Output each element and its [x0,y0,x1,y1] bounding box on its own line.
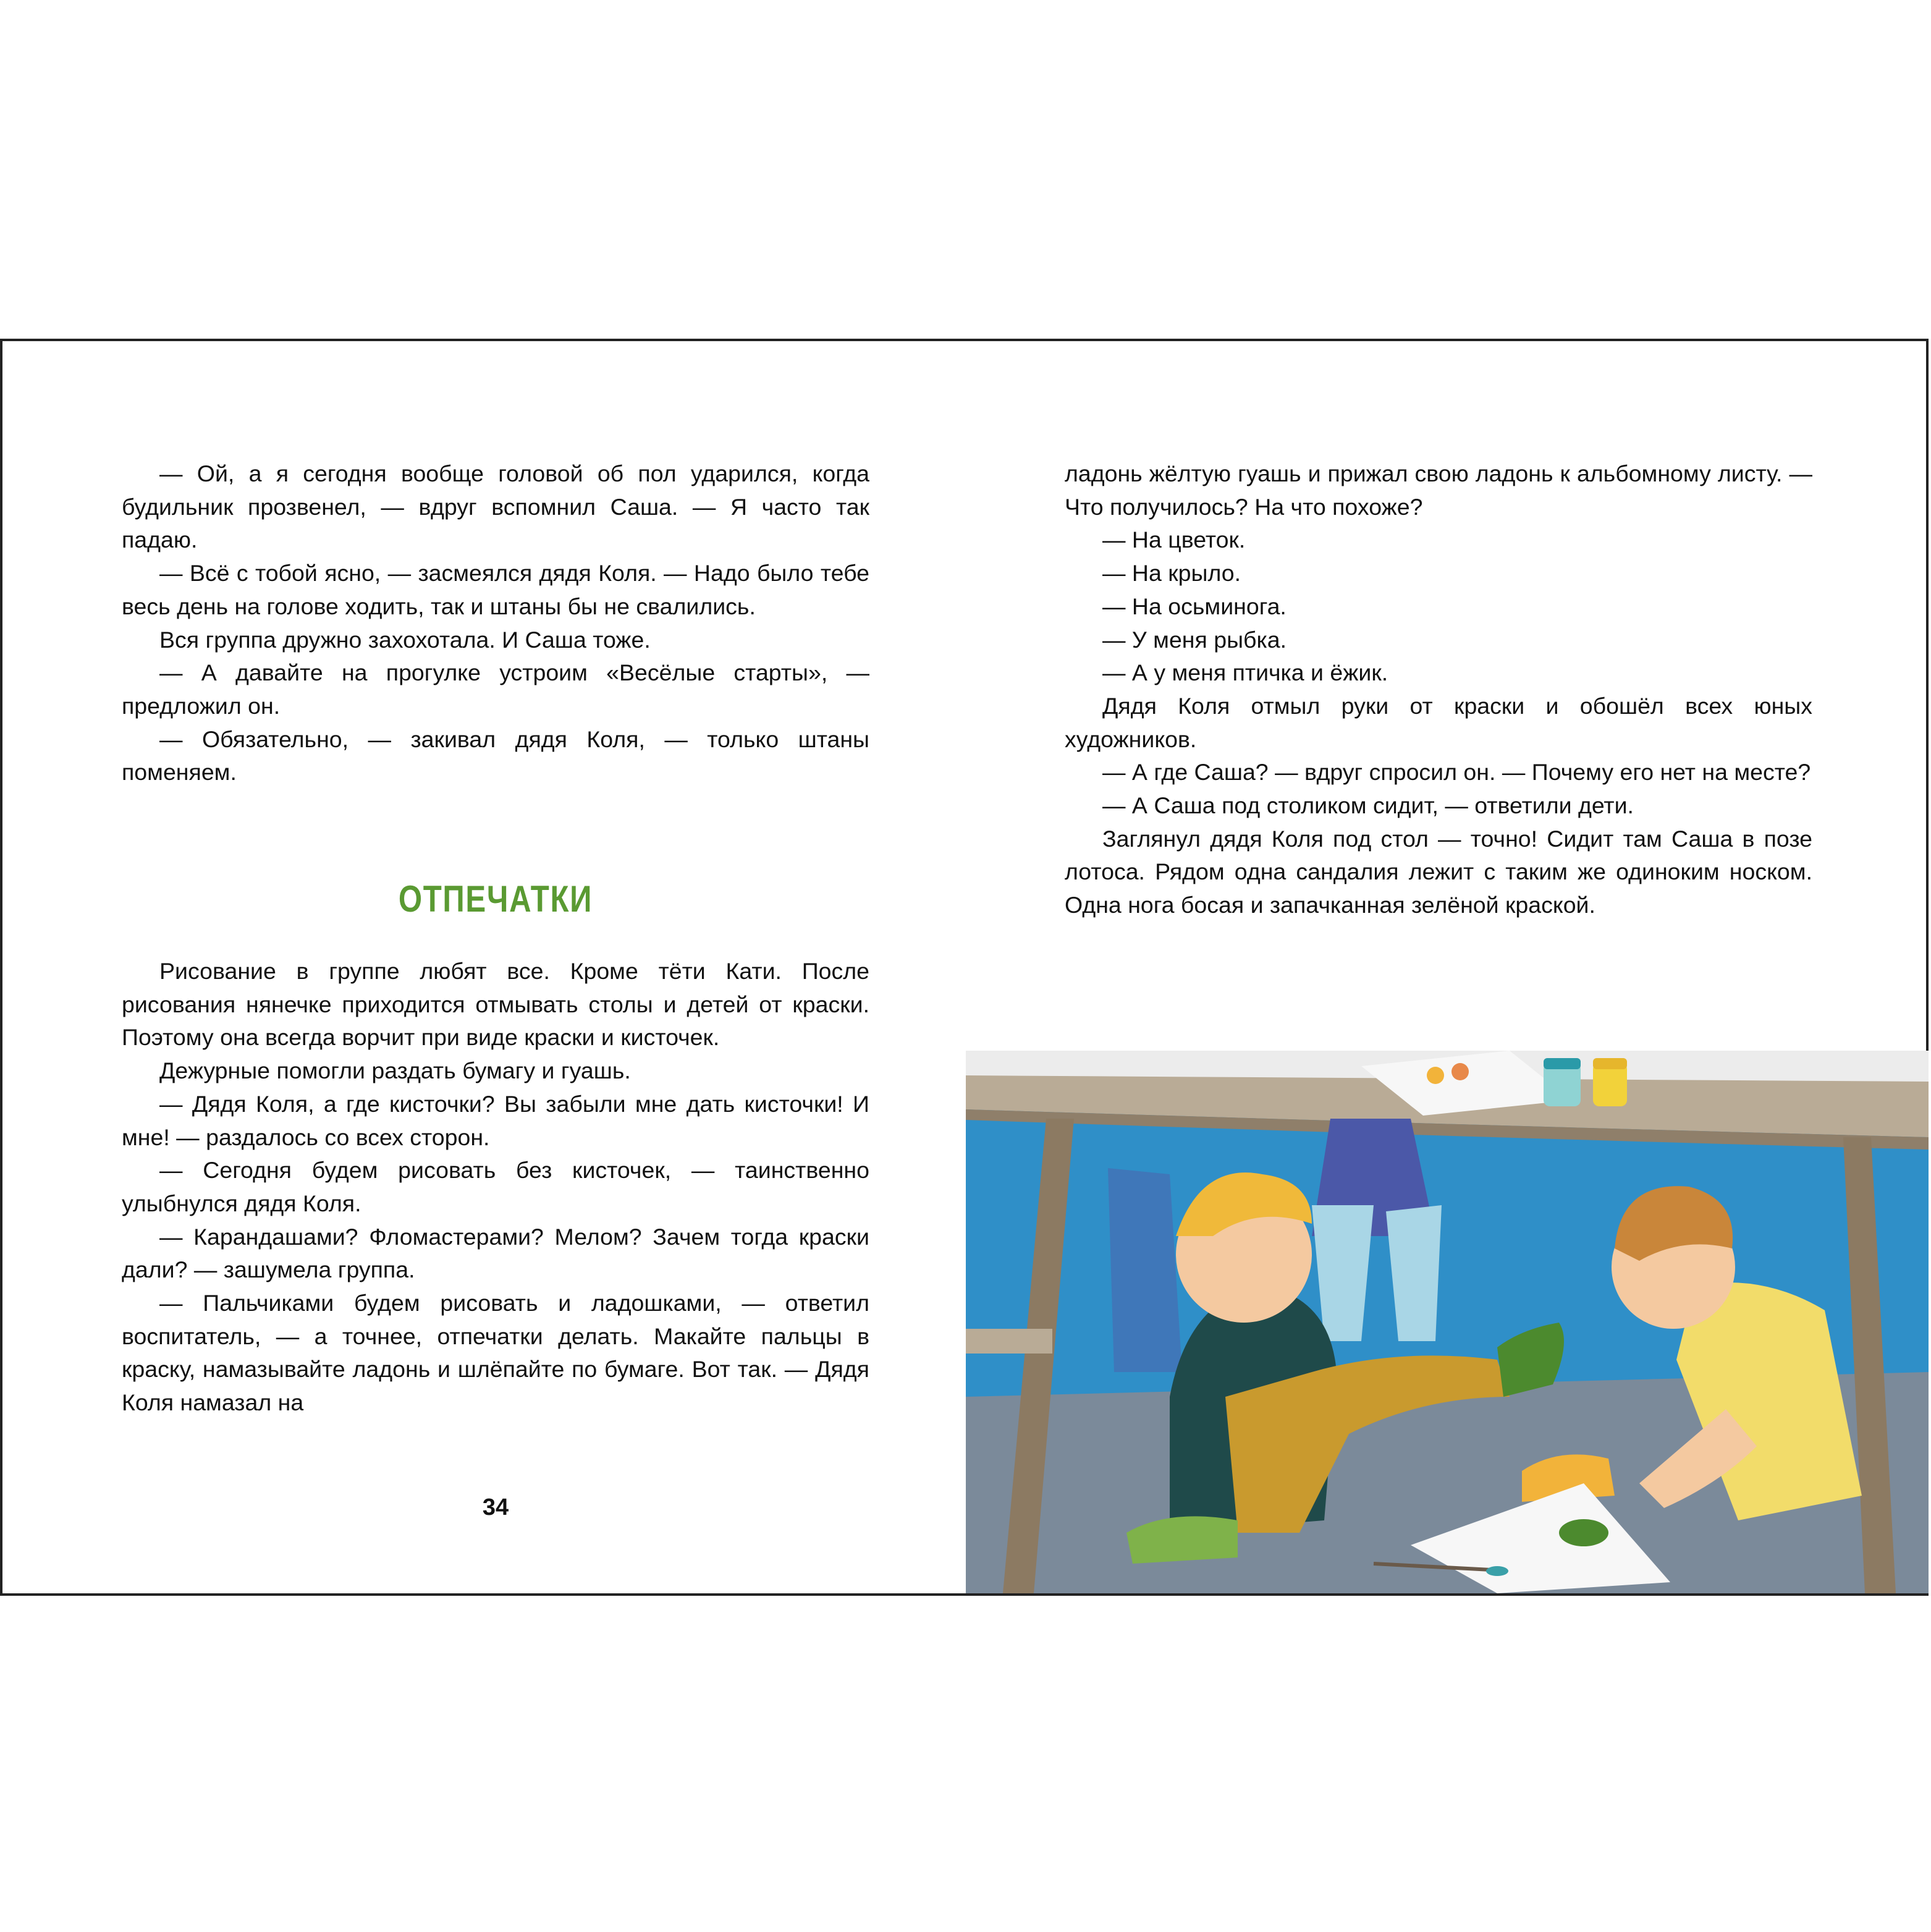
background-legs [1108,1168,1182,1372]
illustration-kids-under-table [966,1051,1929,1593]
right-page-text [1065,457,1812,922]
paragraph: — Обязательно, — закивал дядя Коля, — только штаны поменяем. [122,726,869,786]
paragraph: — На крыло. [1102,560,1241,587]
paragraph: Дежурные помогли раздать бумагу и гуашь. [159,1057,631,1084]
handprint-orange [1451,1063,1469,1080]
paragraph: Заглянул дядя Коля под стол — точно! Сидит там Саша в позе лотоса. Рядом одна сандалия лежит с таким же одиноким носком. Одна нога босая и запачканная зелёной краской. [1065,825,1812,918]
paint-jar-yellow [1593,1063,1627,1106]
paragraph: — На осьминога. [1102,593,1287,619]
paragraph: — Сегодня будем рисовать без кисточек, — таинственно улыбнулся дядя Коля. [122,1157,869,1216]
paragraph: Вся группа дружно захохотала. И Саша тоже. [159,626,651,653]
chair-left-seat [966,1329,1052,1354]
paragraph: — На цветок. [1102,527,1246,553]
paragraph: — А у меня птичка и ёжик. [1102,659,1388,686]
green-footprint [1559,1519,1608,1546]
paint-jar-blue [1544,1063,1581,1106]
paragraph: — А Саша под столиком сидит, — ответили дети. [1102,792,1634,819]
left-page-text-top [122,457,869,789]
paragraph: Дядя Коля отмыл руки от краски и обошёл всех юных художников. [1065,692,1812,752]
paragraph: — Пальчиками будем рисовать и ладошками, — ответил воспитатель, — а точнее, отпечатки делать. Макайте пальцы в краску, намазывайте ладонь и шлёпайте по бумаге. Вот так. — Дядя Коля намазал на [122,1290,869,1416]
page-number: 34 [482,1494,509,1520]
paragraph: — А давайте на прогулке устроим «Весёлые старты», — предложил он. [122,659,869,719]
paragraph: — А где Саша? — вдруг спросил он. — Почему его нет на месте? [1102,759,1811,786]
paragraph: ладонь жёлтую гуашь и прижал свою ладонь к альбомному листу. — Что получилось? На что похоже? [1065,460,1812,520]
left-page-text-bottom [122,955,869,1420]
paragraph: — Всё с тобой ясно, — засмеялся дядя Коля. — Надо было тебе весь день на голове ходить, так и штаны бы не свалились. [122,560,869,619]
paragraph: — Карандашами? Фломастерами? Мелом? Зачем тогда краски дали? — зашумела группа. [122,1223,869,1283]
paragraph: — У меня рыбка. [1102,626,1287,653]
paragraph: Рисование в группе любят все. Кроме тёти Кати. После рисования нянечке приходится отмывать столы и детей от краски. Поэтому она всегда ворчит при виде краски и кисточек. [122,958,869,1051]
paragraph: — Ой, а я сегодня вообще головой об пол ударился, когда будильник прозвенел, — вдруг вспомнил Саша. — Я часто так падаю. [122,460,869,553]
handprint-yellow [1427,1067,1444,1084]
paragraph: — Дядя Коля, а где кисточки? Вы забыли мне дать кисточки! И мне! — раздалось со всех сторон. [122,1090,869,1150]
chapter-title: ОТПЕЧАТКИ [398,878,593,920]
